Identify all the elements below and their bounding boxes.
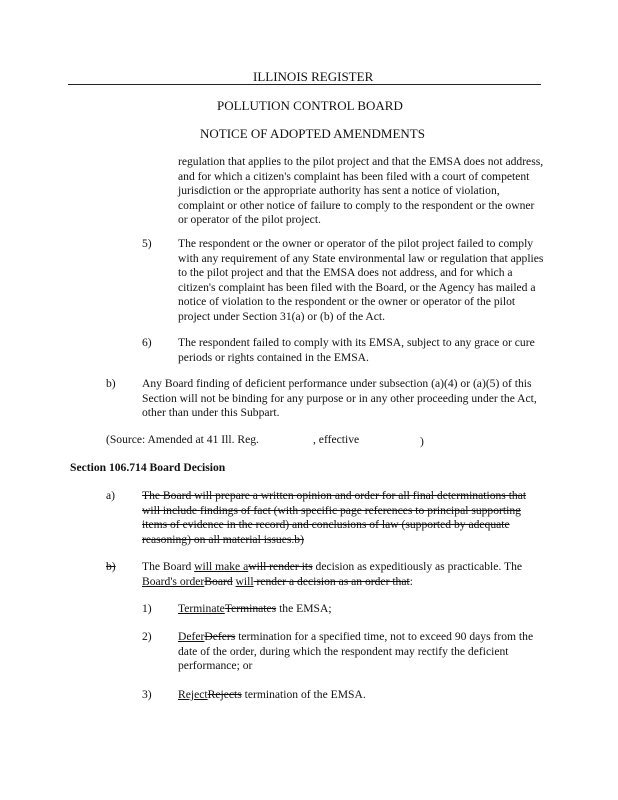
board-title: POLLUTION CONTROL BOARD — [217, 98, 403, 113]
item-5-number: 5) — [142, 237, 152, 250]
notice-title: NOTICE OF ADOPTED AMENDMENTS — [200, 126, 425, 141]
header-rule — [68, 84, 541, 85]
register-title: ILLINOIS REGISTER — [253, 69, 374, 84]
section-heading: Section 106.714 Board Decision — [70, 461, 226, 474]
subsection-b2-number: b) — [106, 560, 116, 573]
source-note: (Source: Amended at 41 Ill. Reg. — [106, 433, 259, 446]
subsection-a-struck-text: The Board will prepare a written opinion and order for all final determinations that will include findings of fact (with specific page references to principal supporting items of evidence in the record) and conclusions of law (supported by adequate reasoning) on all material issues.b) — [142, 489, 527, 546]
subsection-b-text: Any Board finding of deficient performance under subsection (a)(4) or (a)(5) of this Section will not be binding for any purpose or in any other proceeding under the Act, other than under this Subpart. — [142, 377, 537, 420]
option-1-text: TerminateTerminates the EMSA; — [178, 602, 332, 615]
subsection-b-number: b) — [106, 377, 116, 390]
subsection-a-number: a) — [106, 489, 116, 502]
subsection-b2-text: The Board will make awill render its decision as expeditiously as practicable. The Board's orderBoard will render a decision as an order that: — [142, 560, 523, 588]
option-2-text: DeferDefers termination for a specified time, not to exceed 90 days from the date of the order, during which the respondent may rectify the deficient performance; or — [178, 630, 534, 673]
item-6-text: The respondent failed to comply with its EMSA, subject to any grace or cure periods or rights contained in the EMSA. — [178, 336, 535, 364]
item-6-number: 6) — [142, 336, 152, 349]
option-3-number: 3) — [142, 688, 152, 701]
option-1-number: 1) — [142, 602, 152, 615]
option-2-number: 2) — [142, 630, 152, 643]
source-effective: , effective — [313, 433, 360, 446]
source-close: ) — [420, 435, 424, 448]
item-5-text: The respondent or the owner or operator of the pilot project failed to comply with any requirement of any State environmental law or regulation that applies to the pilot project and that the EMSA does not address, and for which a citizen's complaint has been filed with the Board, or the Agency has mailed a notice of violation to the respondent or the owner or operator of the pilot project under Section 31(a) or (b) of the Act. — [178, 237, 544, 323]
option-3-text: RejectRejects termination of the EMSA. — [178, 688, 366, 701]
continuation-paragraph: regulation that applies to the pilot project and that the EMSA does not address, and for which a citizen's complaint has been filed with a court of competent jurisdiction or the appropriate authority has sent a notice of violation, complaint or other notice of failure to comply to the respondent or the owner or operator of the pilot project. — [178, 155, 544, 227]
